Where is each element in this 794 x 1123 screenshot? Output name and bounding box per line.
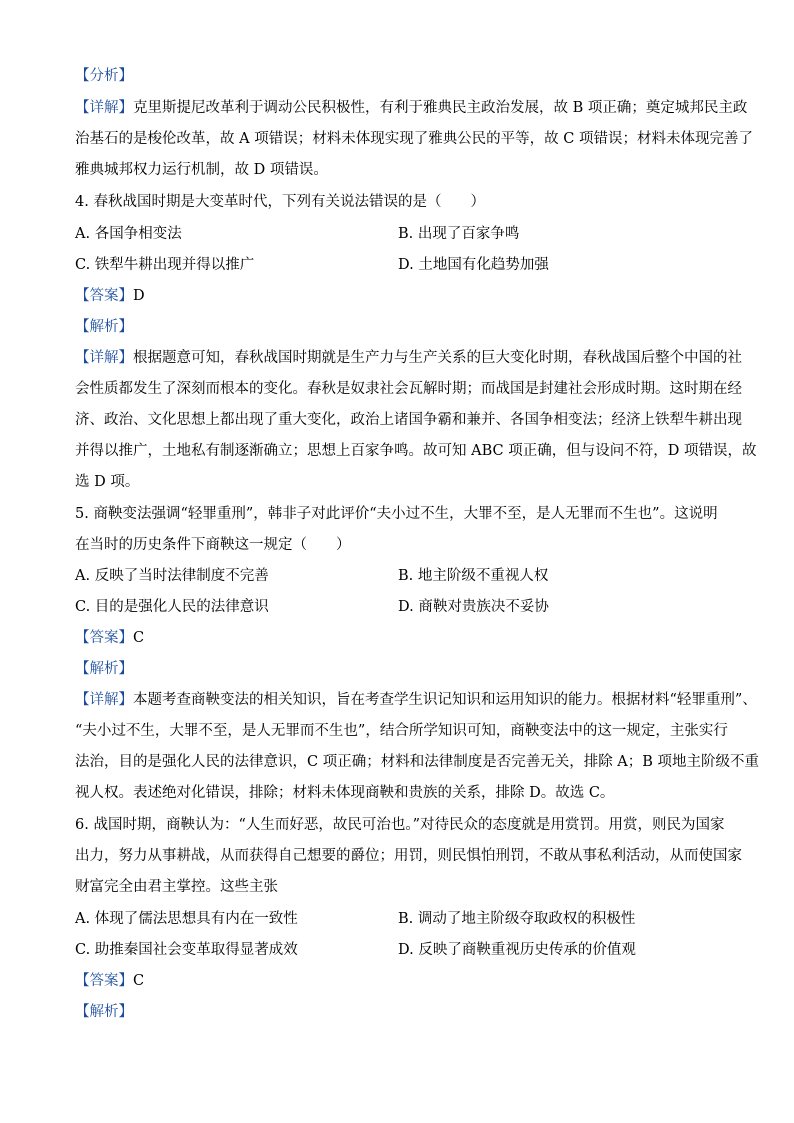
q6-answer-tag: 【答案】: [75, 973, 133, 989]
q5-detail-line-3: 法治，目的是强化人民的法律意识，C 项正确；材料和法律制度是否完善无关，排除 A；B 项地主阶级不重: [75, 754, 760, 770]
q5-detail-tag: 【详解】: [75, 692, 133, 708]
q3-detail-tag: 【详解】: [75, 100, 133, 116]
q6-stem-line-1: 6. 战国时期，商鞅认为：“人生而好恶，故民可治也。”对待民众的态度就是用赏罚。用赏，则民为国家: [75, 817, 725, 833]
q5-detail-line-2: “夫小过不生，大罪不至，是人无罪而不生也”，结合所学知识可知，商鞅变法中的这一规定，主张实行: [75, 723, 728, 739]
q5-answer-value: C: [133, 630, 145, 646]
q4-option-d: D. 土地国有化趋势加强: [398, 257, 549, 273]
q5-stem-line-1: 5. 商鞅变法强调“轻罪重刑”，韩非子对此评价“夫小过不生，大罪不至，是人无罪而不生也”。这说明: [75, 506, 718, 522]
q3-detail-line-3: 雅典城邦权力运行机制，故 D 项错误。: [75, 162, 328, 178]
q6-stem-line-3: 财富完全由君主掌控。这些主张: [75, 879, 278, 895]
q5-stem-line-2: 在当时的历史条件下商鞅这一规定（ ）: [75, 537, 351, 553]
q6-stem-line-2: 出力，努力从事耕战，从而获得自己想要的爵位；用罚，则民惧怕刑罚，不敢从事私利活动，从而使国家: [75, 848, 742, 864]
q5-detail-line-1: 【详解】本题考查商鞅变法的相关知识，旨在考查学生识记知识和运用知识的能力。根据材料“轻罪重刑”、: [75, 692, 757, 708]
q5-answer-tag: 【答案】: [75, 630, 133, 646]
q4-stem: 4. 春秋战国时期是大变革时代，下列有关说法错误的是（ ）: [75, 194, 485, 210]
q6-answer-value: C: [133, 973, 145, 989]
q3-detail-line-2: 治基石的是梭伦改革，故 A 项错误；材料未体现实现了雅典公民的平等，故 C 项错误；材料未体现完善了: [75, 131, 753, 147]
q5-option-a: A. 反映了当时法律制度不完善: [75, 568, 269, 584]
q6-option-b: B. 调动了地主阶级夺取政权的积极性: [398, 911, 636, 927]
q6-option-c: C. 助推秦国社会变革取得显著成效: [75, 942, 298, 958]
q4-jiexi-tag: 【解析】: [75, 319, 133, 335]
q4-detail-line-4: 并得以推广，土地私有制逐渐确立；思想上百家争鸣。故可知 ABC 项正确，但与设问不符，D 项错误，故: [75, 443, 757, 459]
q5-option-c: C. 目的是强化人民的法律意识: [75, 599, 269, 615]
q4-detail-line-5: 选 D 项。: [75, 474, 140, 490]
q6-option-a: A. 体现了儒法思想具有内在一致性: [75, 911, 298, 927]
q4-option-c: C. 铁犁牛耕出现并得以推广: [75, 257, 255, 273]
q4-answer: [75, 286, 719, 306]
q3-analysis-tag: 【分析】: [75, 68, 133, 84]
q4-detail-line-2: 会性质都发生了深刻而根本的变化。春秋是奴隶社会瓦解时期；而战国是封建社会形成时期。这时期在经: [75, 381, 742, 397]
q4-detail-line-3: 济、政治、文化思想上都出现了重大变化，政治上诸国争霸和兼并、各国争相变法；经济上铁犁牛耕出现: [75, 412, 742, 428]
q4-answer-value: D: [133, 288, 145, 304]
q6-answer: [75, 971, 719, 991]
q5-detail-line-4: 视人权。表述绝对化错误，排除；材料未体现商鞅和贵族的关系，排除 D。故选 C。: [75, 785, 615, 801]
q4-detail-line-1: 【详解】根据题意可知，春秋战国时期就是生产力与生产关系的巨大变化时期，春秋战国后整个中国的社: [75, 350, 742, 366]
q6-option-d: D. 反映了商鞅重视历史传承的价值观: [398, 942, 636, 958]
q4-detail-tag: 【详解】: [75, 350, 133, 366]
q4-option-b: B. 出现了百家争鸣: [398, 226, 520, 242]
q5-answer: [75, 628, 719, 648]
q6-jiexi-tag: 【解析】: [75, 1004, 133, 1020]
q4-answer-tag: 【答案】: [75, 288, 133, 304]
q5-option-d: D. 商鞅对贵族决不妥协: [398, 599, 549, 615]
q5-jiexi-tag: 【解析】: [75, 661, 133, 677]
q4-option-a: A. 各国争相变法: [75, 226, 182, 242]
q5-option-b: B. 地主阶级不重视人权: [398, 568, 549, 584]
q3-detail-line-1: 【详解】克里斯提尼改革利于调动公民积极性，有利于雅典民主政治发展，故 B 项正确；奠定城邦民主政: [75, 100, 748, 116]
